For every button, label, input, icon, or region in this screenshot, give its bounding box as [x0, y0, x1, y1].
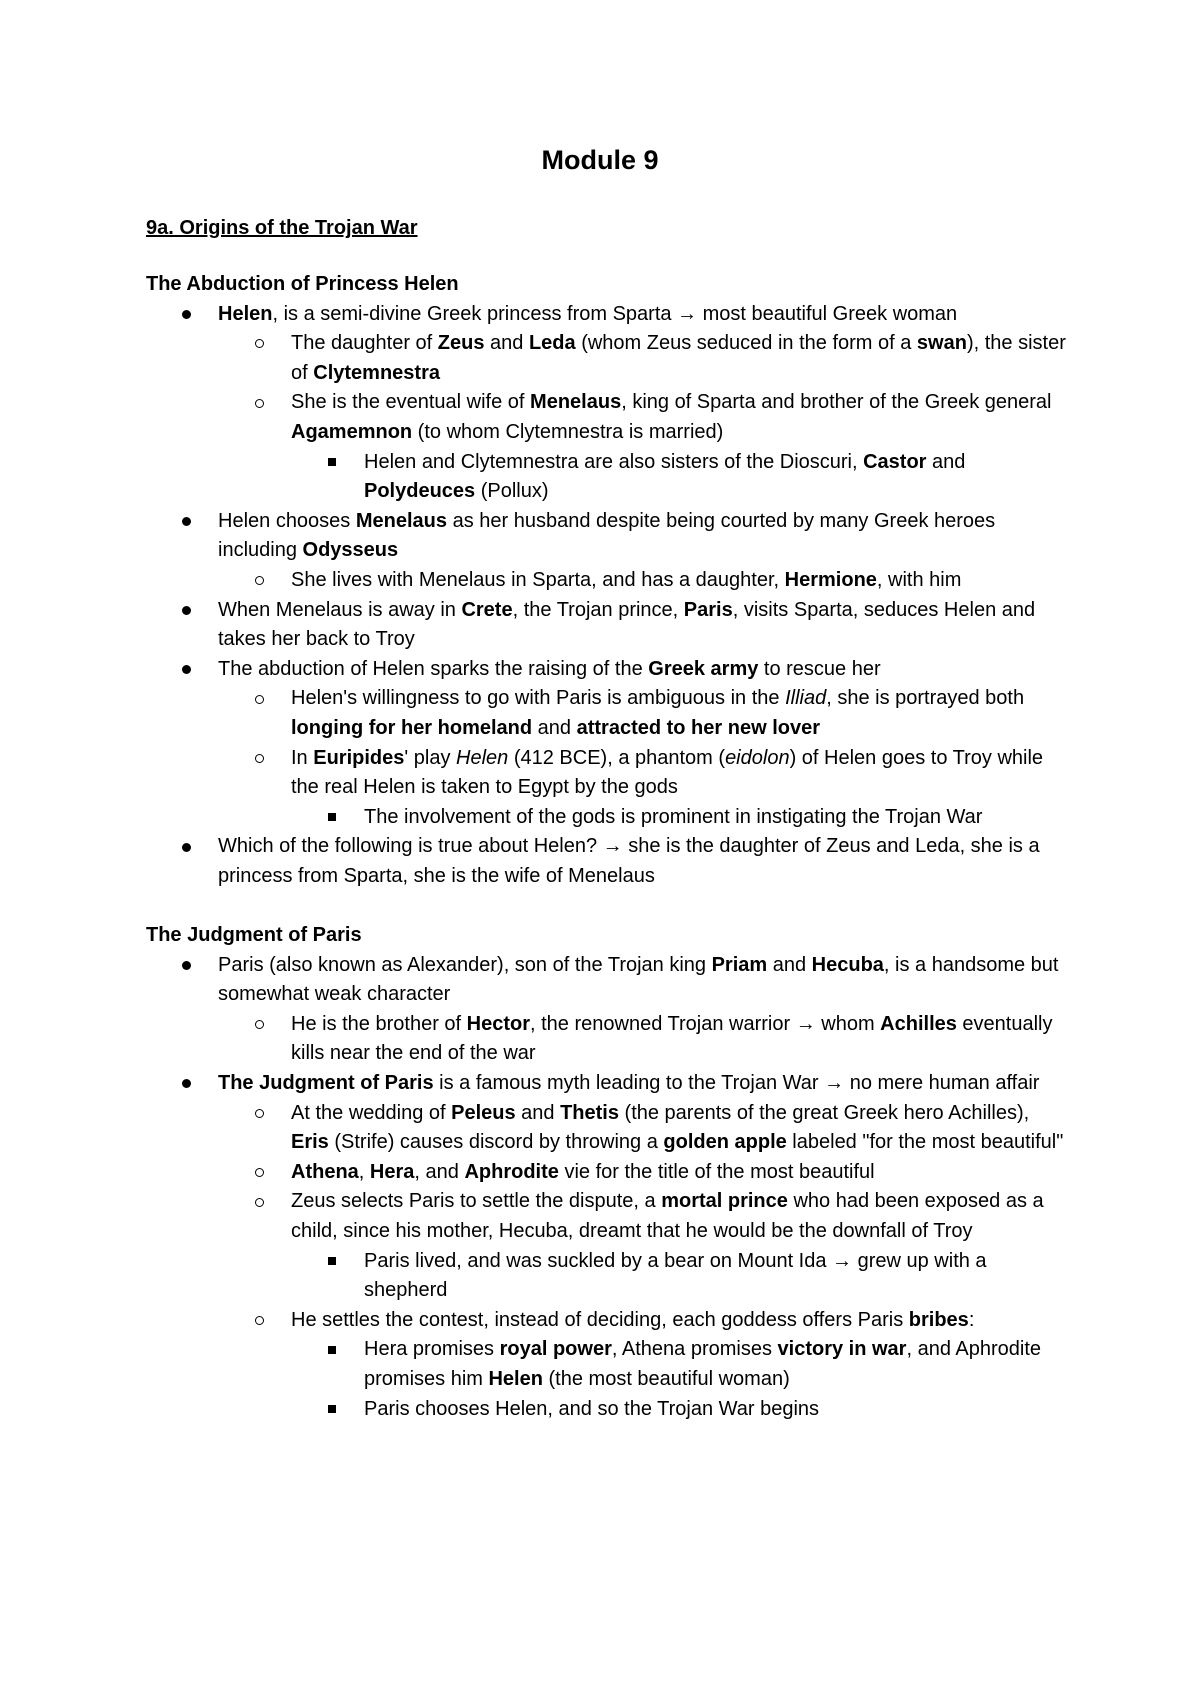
bullet-square-icon [322, 1247, 342, 1277]
bold-term: Agamemnon [291, 420, 413, 443]
list-item-text [291, 1102, 1063, 1154]
bullet-circle-icon [249, 1158, 269, 1188]
bold-term: attracted to her new lover [576, 716, 820, 739]
text-segment: Helen's willingness to go with Paris is ambiguous in the [291, 687, 786, 710]
text-segment: At the wedding of [291, 1101, 452, 1124]
list-item [146, 684, 1066, 743]
text-segment: eventually kills near the end of the war [291, 1012, 1053, 1065]
bold-term: Euripides [313, 746, 405, 769]
list-item [146, 832, 1066, 891]
bullet-circle-icon [249, 684, 269, 714]
list-item-text [218, 1072, 1039, 1094]
text-segment: and [926, 450, 966, 473]
list-item-text [218, 954, 1058, 1006]
italic-term: Helen [456, 746, 509, 769]
bold-term: Hecuba [811, 953, 884, 976]
list-item [146, 803, 1066, 833]
list-item-text [291, 1190, 1044, 1242]
bold-term: Hector [466, 1012, 531, 1035]
bold-term: Helen [488, 1367, 543, 1390]
text-segment: vie for the title of the most beautiful [558, 1160, 875, 1183]
bold-term: Menelaus [530, 391, 622, 414]
italic-term: Illiad [785, 687, 827, 710]
text-segment: ' play [404, 746, 457, 769]
text-segment: ) of Helen goes to Troy while the real Helen is taken to Egypt by the gods [291, 746, 1044, 799]
bullet-square-icon [322, 803, 342, 833]
list-item-text [364, 1338, 1041, 1390]
list-item [146, 329, 1066, 388]
text-segment: as her husband despite being courted by many Greek heroes including [218, 509, 996, 562]
list-item [146, 1010, 1066, 1069]
text-segment: When Menelaus is away in [218, 598, 462, 621]
text-segment: , is a handsome but somewhat weak character [218, 953, 1059, 1006]
list-item-text [218, 599, 1035, 651]
list-item [146, 507, 1066, 566]
text-segment: , the Trojan prince, [512, 598, 684, 621]
text-segment: (Pollux) [475, 480, 549, 503]
bullet-circle-icon [249, 1099, 269, 1129]
bold-term: golden apple [663, 1131, 787, 1154]
bold-term: Hera [369, 1160, 415, 1183]
text-segment: She is the eventual wife of [291, 391, 531, 414]
text-segment: Paris (also known as Alexander), son of the Trojan king [218, 953, 712, 976]
list-item [146, 1395, 1066, 1425]
bold-term: Aphrodite [464, 1160, 559, 1183]
bold-term: Priam [711, 953, 768, 976]
list-item-text [291, 569, 961, 591]
bold-term: Odysseus [302, 539, 399, 562]
text-segment: (Strife) causes discord by throwing a [328, 1131, 664, 1154]
bold-term: Castor [863, 450, 927, 473]
text-segment: and [515, 1101, 561, 1124]
text-segment: , with him [876, 568, 962, 591]
bold-term: Hermione [784, 568, 877, 591]
bold-term: bribes [908, 1308, 969, 1331]
bullet-circle-icon [249, 1187, 269, 1217]
text-segment: The daughter of [291, 332, 438, 355]
bold-term: The Judgment of Paris [218, 1072, 434, 1095]
text-segment: , [358, 1160, 370, 1183]
list-item-text [218, 835, 1040, 887]
list-item [146, 1335, 1066, 1394]
bold-term: mortal prince [661, 1190, 788, 1213]
bullet-dot-icon [176, 1069, 196, 1099]
bold-term: Clytemnestra [313, 361, 440, 384]
bullet-square-icon [322, 1335, 342, 1365]
bullet-circle-icon [249, 329, 269, 359]
bullet-dot-icon [176, 655, 196, 685]
list-item [146, 566, 1066, 596]
list-item [146, 1187, 1066, 1246]
bullet-square-icon [322, 1395, 342, 1425]
subsection-heading: The Judgment of Paris [146, 924, 362, 947]
bold-term: Achilles [880, 1012, 957, 1035]
text-segment: , and [414, 1160, 465, 1183]
list-item-text [364, 1250, 987, 1302]
text-segment: , king of Sparta and brother of the Greek general [621, 391, 1052, 414]
text-segment: : [968, 1308, 975, 1331]
text-segment: Zeus selects Paris to settle the dispute, a [291, 1190, 662, 1213]
bold-term: Zeus [437, 332, 485, 355]
text-segment: ), the sister of [291, 332, 1066, 384]
text-segment: He is the brother of [291, 1012, 467, 1035]
text-segment: labeled "for the most beautiful" [786, 1131, 1064, 1154]
list-item [146, 596, 1066, 655]
bold-term: Leda [528, 332, 576, 355]
section-heading: 9a. Origins of the Trojan War [146, 217, 418, 239]
list-item [146, 744, 1066, 803]
text-segment: is a famous myth leading to the Trojan War → no mere human affair [433, 1072, 1040, 1095]
bold-term: Peleus [451, 1101, 516, 1124]
section-spacer [146, 891, 1066, 921]
bold-term: longing for her homeland [291, 716, 533, 739]
text-segment: Hera promises [364, 1338, 500, 1361]
bold-term: Thetis [560, 1101, 619, 1124]
text-segment: to rescue her [758, 657, 881, 680]
bullet-circle-icon [249, 1010, 269, 1040]
bold-term: Helen [218, 302, 273, 325]
italic-term: eidolon [725, 746, 790, 769]
list-item [146, 1099, 1066, 1158]
text-segment: , she is portrayed both [826, 687, 1025, 710]
bold-term: Eris [291, 1131, 329, 1154]
bold-term: Greek army [648, 657, 759, 680]
text-segment: and [767, 953, 812, 976]
bold-term: victory in war [777, 1338, 907, 1361]
list-item [146, 1069, 1066, 1099]
text-segment: He settles the contest, instead of deciding, each goddess offers Paris [291, 1308, 909, 1331]
text-segment: Paris chooses Helen, and so the Trojan War begins [364, 1397, 820, 1420]
subsection-heading: The Abduction of Princess Helen [146, 273, 459, 295]
text-segment: Which of the following is true about Helen? → she is the daughter of Zeus and Leda, she is a princess from Sparta, she is the wife of Menelaus [218, 835, 1040, 887]
text-segment: , and Aphrodite promises him [364, 1338, 1042, 1390]
text-segment: Paris lived, and was suckled by a bear on Mount Ida → grew up with a shepherd [364, 1249, 987, 1302]
page-title: Module 9 [541, 145, 659, 175]
bullet-circle-icon [249, 388, 269, 418]
bold-term: Paris [683, 598, 733, 621]
list-item [146, 448, 1066, 507]
list-item [146, 951, 1066, 1010]
list-item-text [291, 1309, 974, 1331]
bullet-dot-icon [176, 951, 196, 981]
text-segment: and [532, 716, 577, 739]
text-segment: The involvement of the gods is prominent in instigating the Trojan War [364, 805, 983, 828]
bold-term: Polydeuces [364, 480, 476, 503]
list-item [146, 300, 1066, 330]
text-segment: (the most beautiful woman) [542, 1367, 790, 1390]
list-item-text [291, 391, 1051, 443]
bullet-square-icon [322, 448, 342, 478]
list-item-text [291, 747, 1043, 799]
list-item-text [291, 332, 1066, 384]
text-segment: (412 BCE), a phantom ( [508, 746, 726, 769]
bold-term: Athena [291, 1160, 359, 1183]
bullet-circle-icon [249, 1306, 269, 1336]
list-item-text [364, 451, 965, 503]
list-item-text [291, 1161, 875, 1183]
list-item [146, 655, 1066, 685]
text-segment: (the parents of the great Greek hero Achilles), [618, 1101, 1030, 1124]
text-segment: , visits Sparta, seduces Helen and takes her back to Troy [218, 598, 1036, 651]
text-segment: , Athena promises [611, 1338, 778, 1361]
bullet-circle-icon [249, 744, 269, 774]
text-segment: The abduction of Helen sparks the raising of the [218, 657, 649, 680]
text-segment: (whom Zeus seduced in the form of a [575, 332, 917, 355]
text-segment: , is a semi-divine Greek princess from Sparta → most beautiful Greek woman [272, 302, 958, 325]
list-item-text [291, 687, 1024, 739]
list-item-text [291, 1013, 1053, 1065]
text-segment: , the renowned Trojan warrior → whom [530, 1012, 881, 1035]
text-segment: who had been exposed as a child, since his mother, Hecuba, dreamt that he would be the downfall of Troy [291, 1190, 1044, 1242]
text-segment: Helen chooses [218, 509, 356, 532]
bold-term: swan [916, 332, 967, 355]
bold-term: Crete [461, 598, 513, 621]
text-segment: Helen and Clytemnestra are also sisters of the Dioscuri, [364, 450, 864, 473]
list-item [146, 1306, 1066, 1336]
list-item [146, 388, 1066, 447]
list-item-text [364, 1398, 819, 1420]
text-segment: In [291, 746, 314, 769]
list-item-text [364, 806, 982, 828]
text-segment: and [484, 332, 529, 355]
bold-term: Menelaus [355, 509, 448, 532]
text-segment: She lives with Menelaus in Sparta, and has a daughter, [291, 568, 785, 591]
bullet-dot-icon [176, 832, 196, 862]
list-item-text [218, 303, 957, 325]
text-segment: (to whom Clytemnestra is married) [412, 420, 724, 443]
bold-term: royal power [499, 1338, 612, 1361]
notes-body [146, 270, 1066, 1424]
list-item [146, 1247, 1066, 1306]
list-item-text [218, 658, 881, 680]
bullet-dot-icon [176, 300, 196, 330]
bullet-circle-icon [249, 566, 269, 596]
bullet-dot-icon [176, 507, 196, 537]
list-item [146, 1158, 1066, 1188]
list-item-text [218, 510, 995, 562]
bullet-dot-icon [176, 596, 196, 626]
